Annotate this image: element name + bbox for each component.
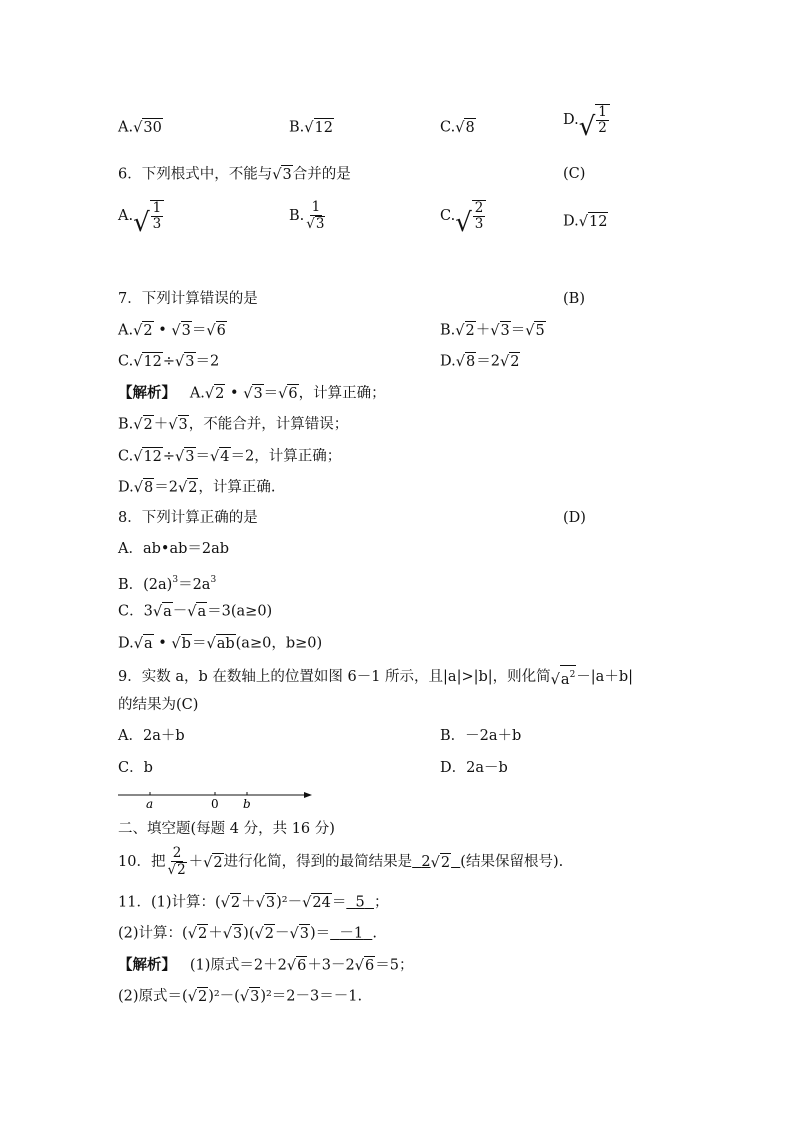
- number-line-figure: [116, 786, 316, 812]
- q7-analysis-3: C.√12÷√3＝√4＝2，计算正确；: [118, 448, 342, 465]
- number-line-arrow: [304, 792, 312, 798]
- label-b: b: [243, 797, 251, 811]
- q5-option-a: A.√30: [118, 119, 162, 136]
- q7-option-d: D.√8＝2√2: [440, 353, 520, 370]
- q7-option-b: B.√2＋√3＝√5: [440, 322, 545, 339]
- q6-stem: 6．下列根式中，不能与√3合并的是: [118, 166, 351, 183]
- q8-option-a: A．ab•ab＝2ab: [118, 541, 230, 557]
- q7-answer: (B): [563, 291, 585, 307]
- q8-option-b: B．$(2a)^3=2a^3$: [118, 575, 217, 593]
- q7-stem: 7．下列计算错误的是: [118, 291, 258, 307]
- q6-option-b: B. $\frac{1}{√3}$: [289, 199, 325, 232]
- q11-part-2: (2)计算：(√2＋√3)(√2－√3)＝ －1 .: [118, 925, 377, 942]
- q10-answer: 2√2: [421, 854, 451, 871]
- q6-answer: (C): [563, 166, 586, 182]
- q5-option-c: C.√8: [440, 119, 475, 136]
- q11-analysis-1: 【解析】 (1)原式＝2＋2√6＋3－2√6＝5；: [118, 956, 414, 974]
- q11-answer-2: －1: [339, 925, 364, 942]
- label-0: 0: [211, 797, 219, 811]
- q9-option-d: D．2a－b: [440, 760, 508, 776]
- q5-option-d: D.√ $\frac{1}{2}$: [563, 104, 610, 136]
- q7-option-c: C.√12÷√3＝2: [118, 353, 220, 370]
- q7-analysis-2: B.√2＋√3，不能合并，计算错误；: [118, 416, 349, 433]
- q8-answer: (D): [563, 510, 586, 526]
- label-a: a: [146, 797, 154, 811]
- q11-analysis-2: (2)原式＝(√2)²－(√3)²＝2－3＝－1.: [118, 988, 363, 1005]
- q9-stem: 9．实数 a，b 在数轴上的位置如图 6－1 所示，且|a|>|b|，则化简$√a^2-|a+b|$: [118, 665, 633, 689]
- q5-option-b: B.√12: [289, 119, 333, 136]
- q6-option-a: A.√ $\frac{1}{3}$: [118, 200, 164, 232]
- q9-option-b: B．－2a＋b: [440, 728, 522, 744]
- q9-option-c: C．b: [118, 760, 153, 776]
- q6-option-c: C.√ $\frac{2}{3}$: [440, 200, 486, 232]
- q7-analysis-4: D.√8＝2√2，计算正确.: [118, 479, 276, 496]
- q9-option-a: A．2a＋b: [118, 728, 185, 744]
- q8-option-c: C．3√a－√a＝3(a≥0): [118, 603, 273, 620]
- q11-part-1: 11．(1)计算：(√2＋√3)²－√24＝ 5 ；: [118, 894, 389, 911]
- q11-answer-1: 5: [355, 894, 365, 911]
- q9-stem-2: 的结果为(C): [118, 697, 199, 713]
- section-fill-in-title: 二、填空题(每题 4 分，共 16 分): [118, 821, 335, 837]
- q7-option-a: A.√2 • √3＝√6: [118, 322, 226, 339]
- q6-option-d: D.√12: [563, 213, 608, 230]
- q8-option-d: D.√a • √b＝√ab(a≥0，b≥0): [118, 635, 323, 652]
- q7-analysis-1: 【解析】 A.√2 • √3＝√6，计算正确；: [118, 384, 386, 402]
- q8-stem: 8．下列计算正确的是: [118, 510, 258, 526]
- q10-stem: 10．把 $\frac{2}{√2}$ ＋√2进行化简，得到的最简结果是 2√2 (结果保留根号).: [118, 845, 564, 878]
